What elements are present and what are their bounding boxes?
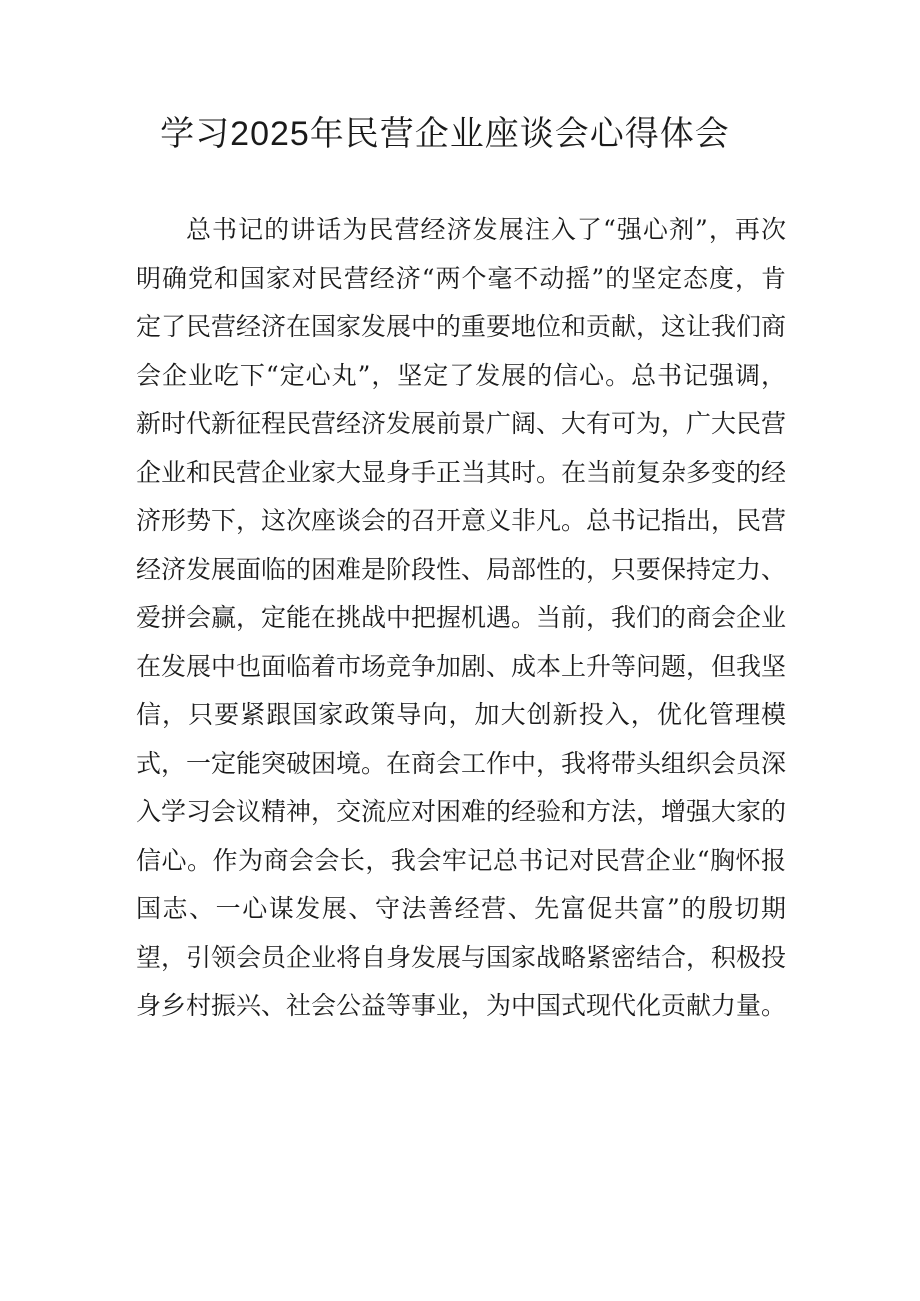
paragraph-line: 在发展中也面临着市场竞争加剧、成本上升等问题，但我坚 [136,651,787,681]
paragraph-line: 定了民营经济在国家发展中的重要地位和贡献，这让我们商 [136,312,787,341]
paragraph-line: 经济发展面临的困难是阶段性、局部性的，只要保持定力、 [136,554,787,584]
paragraph-line: 式，一定能突破困境。在商会工作中，我将带头组织会员深 [136,748,787,778]
paragraph-line: 信心。作为商会会长，我会牢记总书记对民营企业“胸怀报 [136,845,786,875]
paragraph-line: 总书记的讲话为民营经济发展注入了“强心剂”，再次 [186,215,786,244]
paragraph-line: 新时代新征程民营经济发展前景广阔、大有可为，广大民营 [136,409,787,438]
paragraph-line: 明确党和国家对民营经济“两个毫不动摇”的坚定态度，肯 [136,263,786,293]
document-title: 学习2025年民营企业座谈会心得体会 [160,115,730,153]
paragraph-line: 望，引领会员企业将自身发展与国家战略紧密结合，积极投 [136,942,787,972]
paragraph-line: 爱拼会赢，定能在挑战中把握机遇。当前，我们的商会企业 [136,603,787,632]
paragraph-line: 会企业吃下“定心丸”，坚定了发展的信心。总书记强调， [136,360,786,390]
paragraph-line: 济形势下，这次座谈会的召开意义非凡。总书记指出，民营 [136,506,787,535]
paragraph-line: 企业和民营企业家大显身手正当其时。在当前复杂多变的经 [136,457,787,487]
paragraph-line: 信，只要紧跟国家政策导向，加大创新投入，优化管理模 [136,700,786,729]
document-body [136,206,786,1031]
paragraph-line: 国志、一心谋发展、守法善经营、先富促共富”的殷切期 [136,894,786,923]
paragraph-line: 入学习会议精神，交流应对困难的经验和方法，增强大家的 [136,797,787,826]
paragraph-line: 身乡村振兴、社会公益等事业，为中国式现代化贡献力量。 [136,991,787,1020]
